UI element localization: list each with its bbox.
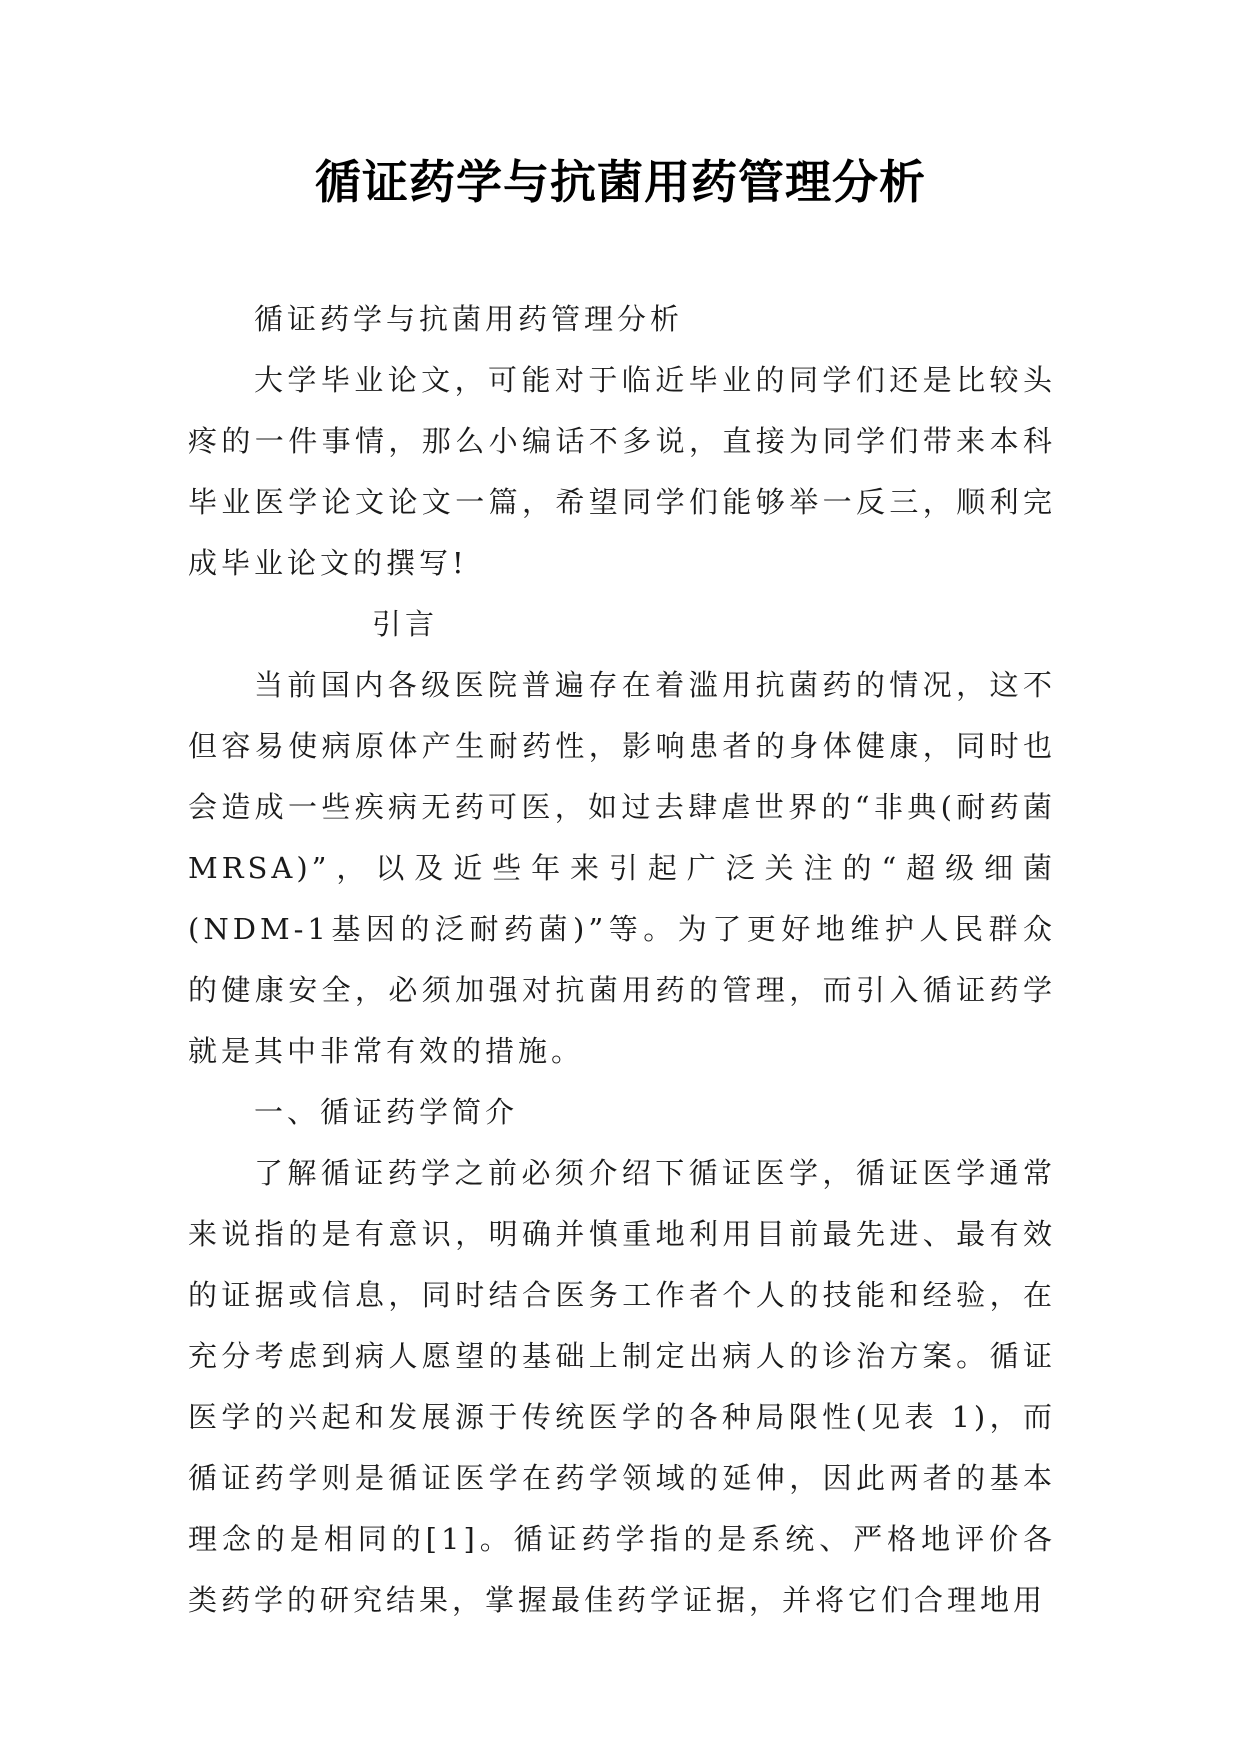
section-heading-1: 一、循证药学简介 xyxy=(254,1095,519,1129)
section-1-paragraph: 了解循证药学之前必须介绍下循证医学，循证医学通常来说指的是有意识，明确并慎重地利用目前最先进、最有效的证据或信息，同时结合医务工作者个人的技能和经验，在充分考虑到病人愿望的基础上制定出病人的诊治方案。循证医学的兴起和发展源于传统医学的各种局限性(见表 1)，而循证药学则是循证医学在药学领域的延伸，因此两者的基本理念的是相同的[1]。循证药学指的是系统、严格地评价各类药学的研究结果，掌握最佳药学证据，并将它们合理地用 xyxy=(188,1156,1056,1617)
document-body xyxy=(188,289,1056,1631)
section-heading-introduction: 引言 xyxy=(372,607,439,641)
introduction-paragraph: 当前国内各级医院普遍存在着滥用抗菌药的情况，这不但容易使病原体产生耐药性，影响患者的身体健康，同时也会造成一些疾病无药可医，如过去肆虐世界的“非典(耐药菌 MRSA)”，以及近些年来引起广泛关注的“超级细菌(NDM-1基因的泛耐药菌)”等。为了更好地维护人民群众的健康安全，必须加强对抗菌用药的管理，而引入循证药学就是其中非常有效的措施。 xyxy=(188,668,1056,1068)
subtitle-paragraph: 循证药学与抗菌用药管理分析 xyxy=(254,302,684,336)
intro-paragraph: 大学毕业论文，可能对于临近毕业的同学们还是比较头疼的一件事情，那么小编话不多说，直接为同学们带来本科毕业医学论文论文一篇，希望同学们能够举一反三，顺利完成毕业论文的撰写! xyxy=(188,363,1056,580)
document-title: 循证药学与抗菌用药管理分析 xyxy=(315,155,926,209)
